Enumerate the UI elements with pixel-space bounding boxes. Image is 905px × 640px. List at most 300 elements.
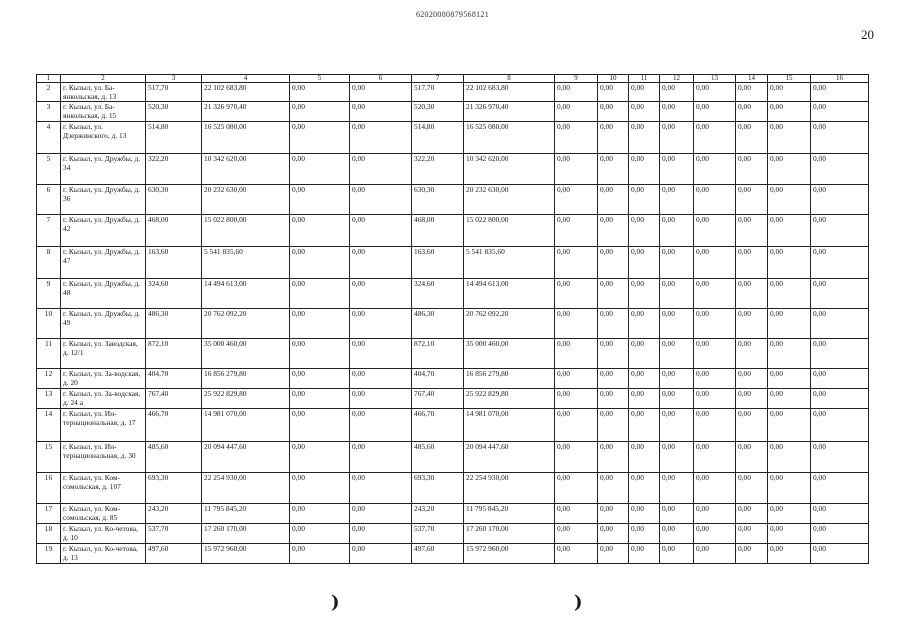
row-number: 9 <box>37 279 61 309</box>
col9-cell: 0,00 <box>555 544 598 564</box>
col6-cell: 0,00 <box>350 473 412 504</box>
row-number: 2 <box>37 83 61 102</box>
col14-cell: 0,00 <box>736 215 768 247</box>
col14-cell: 0,00 <box>736 185 768 215</box>
area-cell: 243,20 <box>146 504 202 524</box>
col15-cell: 0,00 <box>768 544 811 564</box>
table-row <box>37 544 869 564</box>
area-cell: 468,00 <box>146 215 202 247</box>
area-cell: 520,30 <box>146 102 202 122</box>
col16-cell: 0,00 <box>811 504 869 524</box>
area-2-cell: 466,70 <box>412 409 464 442</box>
col15-cell: 0,00 <box>768 122 811 154</box>
col15-cell: 0,00 <box>768 504 811 524</box>
area-cell: 322,20 <box>146 154 202 185</box>
col13-cell: 0,00 <box>694 215 736 247</box>
table-row <box>37 504 869 524</box>
row-number: 5 <box>37 154 61 185</box>
area-2-cell: 404,70 <box>412 369 464 389</box>
cost-2-cell: 21 326 970,40 <box>464 102 555 122</box>
col12-cell: 0,00 <box>660 524 694 544</box>
col5-cell: 0,00 <box>290 473 350 504</box>
col11-cell: 0,00 <box>629 409 660 442</box>
col9-cell: 0,00 <box>555 279 598 309</box>
col9-cell: 0,00 <box>555 473 598 504</box>
col15-cell: 0,00 <box>768 154 811 185</box>
col16-cell: 0,00 <box>811 215 869 247</box>
col15-cell: 0,00 <box>768 102 811 122</box>
area-2-cell: 324,60 <box>412 279 464 309</box>
row-number: 4 <box>37 122 61 154</box>
col5-cell: 0,00 <box>290 247 350 279</box>
col14-cell: 0,00 <box>736 524 768 544</box>
col10-cell: 0,00 <box>598 279 629 309</box>
cost-2-cell: 14 981 070,00 <box>464 409 555 442</box>
table-row <box>37 247 869 279</box>
col13-cell: 0,00 <box>694 504 736 524</box>
col16-cell: 0,00 <box>811 389 869 409</box>
col5-cell: 0,00 <box>290 185 350 215</box>
column-number: 15 <box>768 75 811 83</box>
address-cell: г. Кызыл, ул. Дружбы, д. 34 <box>61 154 146 185</box>
col10-cell: 0,00 <box>598 369 629 389</box>
col14-cell: 0,00 <box>736 279 768 309</box>
cost-cell: 16 525 080,00 <box>202 122 290 154</box>
cost-2-cell: 10 342 620,00 <box>464 154 555 185</box>
col11-cell: 0,00 <box>629 185 660 215</box>
col11-cell: 0,00 <box>629 247 660 279</box>
area-cell: 693,30 <box>146 473 202 504</box>
row-number: 14 <box>37 409 61 442</box>
col5-cell: 0,00 <box>290 122 350 154</box>
area-2-cell: 520,30 <box>412 102 464 122</box>
col14-cell: 0,00 <box>736 154 768 185</box>
col11-cell: 0,00 <box>629 154 660 185</box>
cost-cell: 20 094 447,60 <box>202 442 290 473</box>
col12-cell: 0,00 <box>660 154 694 185</box>
address-cell: г. Кызыл, ул. Ин-тернациональная, д. 30 <box>61 442 146 473</box>
col16-cell: 0,00 <box>811 102 869 122</box>
area-2-cell: 514,80 <box>412 122 464 154</box>
table-row <box>37 473 869 504</box>
col13-cell: 0,00 <box>694 369 736 389</box>
bottom-mark-right: ) <box>574 592 583 613</box>
cost-2-cell: 14 494 613,00 <box>464 279 555 309</box>
col6-cell: 0,00 <box>350 83 412 102</box>
col11-cell: 0,00 <box>629 442 660 473</box>
col11-cell: 0,00 <box>629 369 660 389</box>
address-cell: г. Кызыл, ул. Ком-сомольская, д. 107 <box>61 473 146 504</box>
col6-cell: 0,00 <box>350 369 412 389</box>
col6-cell: 0,00 <box>350 279 412 309</box>
col13-cell: 0,00 <box>694 339 736 369</box>
col10-cell: 0,00 <box>598 185 629 215</box>
col5-cell: 0,00 <box>290 309 350 339</box>
area-2-cell: 630,30 <box>412 185 464 215</box>
address-cell: г. Кызыл, ул. Ко-четова, д. 10 <box>61 524 146 544</box>
col16-cell: 0,00 <box>811 442 869 473</box>
col15-cell: 0,00 <box>768 309 811 339</box>
col13-cell: 0,00 <box>694 122 736 154</box>
address-cell: г. Кызыл, ул. Ба-янкольская, д. 13 <box>61 83 146 102</box>
col12-cell: 0,00 <box>660 185 694 215</box>
row-number: 7 <box>37 215 61 247</box>
col10-cell: 0,00 <box>598 544 629 564</box>
area-2-cell: 872,10 <box>412 339 464 369</box>
col10-cell: 0,00 <box>598 309 629 339</box>
table-row <box>37 524 869 544</box>
col15-cell: 0,00 <box>768 473 811 504</box>
col9-cell: 0,00 <box>555 369 598 389</box>
cost-cell: 22 102 683,80 <box>202 83 290 102</box>
col12-cell: 0,00 <box>660 473 694 504</box>
col10-cell: 0,00 <box>598 102 629 122</box>
cost-2-cell: 11 795 845,20 <box>464 504 555 524</box>
col10-cell: 0,00 <box>598 247 629 279</box>
col13-cell: 0,00 <box>694 524 736 544</box>
col5-cell: 0,00 <box>290 504 350 524</box>
cost-cell: 35 000 460,00 <box>202 339 290 369</box>
col12-cell: 0,00 <box>660 544 694 564</box>
area-cell: 485,60 <box>146 442 202 473</box>
col15-cell: 0,00 <box>768 389 811 409</box>
col16-cell: 0,00 <box>811 409 869 442</box>
cost-cell: 17 260 170,00 <box>202 524 290 544</box>
col14-cell: 0,00 <box>736 83 768 102</box>
col13-cell: 0,00 <box>694 473 736 504</box>
col14-cell: 0,00 <box>736 369 768 389</box>
column-number: 2 <box>61 75 146 83</box>
row-number: 6 <box>37 185 61 215</box>
col16-cell: 0,00 <box>811 185 869 215</box>
area-2-cell: 537,70 <box>412 524 464 544</box>
col5-cell: 0,00 <box>290 83 350 102</box>
col12-cell: 0,00 <box>660 122 694 154</box>
address-cell: г. Кызыл, ул. За-водская, д. 20 <box>61 369 146 389</box>
table-row <box>37 279 869 309</box>
col10-cell: 0,00 <box>598 504 629 524</box>
area-2-cell: 322,20 <box>412 154 464 185</box>
row-number: 19 <box>37 544 61 564</box>
col12-cell: 0,00 <box>660 389 694 409</box>
col6-cell: 0,00 <box>350 544 412 564</box>
col9-cell: 0,00 <box>555 504 598 524</box>
col10-cell: 0,00 <box>598 83 629 102</box>
table-row <box>37 122 869 154</box>
col10-cell: 0,00 <box>598 154 629 185</box>
col6-cell: 0,00 <box>350 389 412 409</box>
col5-cell: 0,00 <box>290 279 350 309</box>
col9-cell: 0,00 <box>555 215 598 247</box>
col15-cell: 0,00 <box>768 409 811 442</box>
col10-cell: 0,00 <box>598 524 629 544</box>
row-number: 11 <box>37 339 61 369</box>
cost-cell: 5 541 835,60 <box>202 247 290 279</box>
col12-cell: 0,00 <box>660 83 694 102</box>
col11-cell: 0,00 <box>629 83 660 102</box>
column-number: 11 <box>629 75 660 83</box>
area-cell: 514,80 <box>146 122 202 154</box>
row-number: 12 <box>37 369 61 389</box>
area-cell: 517,70 <box>146 83 202 102</box>
column-number: 5 <box>290 75 350 83</box>
col13-cell: 0,00 <box>694 442 736 473</box>
document-code: 62020080879568121 <box>415 10 490 19</box>
col11-cell: 0,00 <box>629 309 660 339</box>
area-cell: 497,60 <box>146 544 202 564</box>
col12-cell: 0,00 <box>660 102 694 122</box>
col10-cell: 0,00 <box>598 339 629 369</box>
col16-cell: 0,00 <box>811 309 869 339</box>
col12-cell: 0,00 <box>660 247 694 279</box>
table-row <box>37 339 869 369</box>
col11-cell: 0,00 <box>629 279 660 309</box>
col14-cell: 0,00 <box>736 247 768 279</box>
row-number: 17 <box>37 504 61 524</box>
col11-cell: 0,00 <box>629 544 660 564</box>
row-number: 15 <box>37 442 61 473</box>
col6-cell: 0,00 <box>350 339 412 369</box>
column-number: 12 <box>660 75 694 83</box>
col10-cell: 0,00 <box>598 122 629 154</box>
col11-cell: 0,00 <box>629 473 660 504</box>
col12-cell: 0,00 <box>660 215 694 247</box>
row-number: 16 <box>37 473 61 504</box>
col14-cell: 0,00 <box>736 442 768 473</box>
cost-2-cell: 17 260 170,00 <box>464 524 555 544</box>
column-number: 10 <box>598 75 629 83</box>
col5-cell: 0,00 <box>290 389 350 409</box>
col12-cell: 0,00 <box>660 309 694 339</box>
table-row <box>37 369 869 389</box>
col5-cell: 0,00 <box>290 544 350 564</box>
column-number: 9 <box>555 75 598 83</box>
col9-cell: 0,00 <box>555 409 598 442</box>
col11-cell: 0,00 <box>629 389 660 409</box>
cost-2-cell: 16 525 080,00 <box>464 122 555 154</box>
col13-cell: 0,00 <box>694 544 736 564</box>
cost-cell: 10 342 620,00 <box>202 154 290 185</box>
address-cell: г. Кызыл, ул. Дружбы, д. 47 <box>61 247 146 279</box>
cost-2-cell: 16 856 279,80 <box>464 369 555 389</box>
area-2-cell: 243,20 <box>412 504 464 524</box>
col6-cell: 0,00 <box>350 185 412 215</box>
col11-cell: 0,00 <box>629 524 660 544</box>
col15-cell: 0,00 <box>768 279 811 309</box>
col15-cell: 0,00 <box>768 83 811 102</box>
col9-cell: 0,00 <box>555 154 598 185</box>
col13-cell: 0,00 <box>694 389 736 409</box>
column-number: 3 <box>146 75 202 83</box>
col14-cell: 0,00 <box>736 122 768 154</box>
col6-cell: 0,00 <box>350 102 412 122</box>
area-2-cell: 486,30 <box>412 309 464 339</box>
col16-cell: 0,00 <box>811 473 869 504</box>
col11-cell: 0,00 <box>629 122 660 154</box>
col13-cell: 0,00 <box>694 409 736 442</box>
table-row <box>37 309 869 339</box>
col9-cell: 0,00 <box>555 339 598 369</box>
cost-cell: 15 022 800,00 <box>202 215 290 247</box>
col6-cell: 0,00 <box>350 215 412 247</box>
col13-cell: 0,00 <box>694 154 736 185</box>
cost-2-cell: 20 094 447,60 <box>464 442 555 473</box>
cost-2-cell: 22 254 930,00 <box>464 473 555 504</box>
col16-cell: 0,00 <box>811 154 869 185</box>
col12-cell: 0,00 <box>660 369 694 389</box>
column-number: 7 <box>412 75 464 83</box>
col9-cell: 0,00 <box>555 389 598 409</box>
cost-2-cell: 15 022 800,00 <box>464 215 555 247</box>
table-row <box>37 442 869 473</box>
col16-cell: 0,00 <box>811 122 869 154</box>
col5-cell: 0,00 <box>290 102 350 122</box>
col16-cell: 0,00 <box>811 524 869 544</box>
column-number: 14 <box>736 75 768 83</box>
col5-cell: 0,00 <box>290 524 350 544</box>
col14-cell: 0,00 <box>736 409 768 442</box>
cost-cell: 11 795 845,20 <box>202 504 290 524</box>
col6-cell: 0,00 <box>350 309 412 339</box>
cost-cell: 25 922 829,80 <box>202 389 290 409</box>
col11-cell: 0,00 <box>629 102 660 122</box>
address-cell: г. Кызыл, ул. Дружбы, д. 36 <box>61 185 146 215</box>
col6-cell: 0,00 <box>350 442 412 473</box>
address-cell: г. Кызыл, ул. Дружбы, д. 48 <box>61 279 146 309</box>
row-number: 18 <box>37 524 61 544</box>
col15-cell: 0,00 <box>768 524 811 544</box>
col6-cell: 0,00 <box>350 247 412 279</box>
col14-cell: 0,00 <box>736 102 768 122</box>
col14-cell: 0,00 <box>736 339 768 369</box>
col11-cell: 0,00 <box>629 504 660 524</box>
col14-cell: 0,00 <box>736 473 768 504</box>
col9-cell: 0,00 <box>555 102 598 122</box>
col10-cell: 0,00 <box>598 389 629 409</box>
col9-cell: 0,00 <box>555 185 598 215</box>
cost-cell: 14 981 070,00 <box>202 409 290 442</box>
col9-cell: 0,00 <box>555 83 598 102</box>
col16-cell: 0,00 <box>811 369 869 389</box>
col13-cell: 0,00 <box>694 102 736 122</box>
area-cell: 767,40 <box>146 389 202 409</box>
col16-cell: 0,00 <box>811 339 869 369</box>
col6-cell: 0,00 <box>350 154 412 185</box>
col14-cell: 0,00 <box>736 544 768 564</box>
col15-cell: 0,00 <box>768 247 811 279</box>
col5-cell: 0,00 <box>290 409 350 442</box>
area-2-cell: 497,60 <box>412 544 464 564</box>
table-row <box>37 409 869 442</box>
col6-cell: 0,00 <box>350 524 412 544</box>
column-number: 8 <box>464 75 555 83</box>
area-2-cell: 767,40 <box>412 389 464 409</box>
cost-cell: 21 326 970,40 <box>202 102 290 122</box>
area-2-cell: 517,70 <box>412 83 464 102</box>
column-number: 1 <box>37 75 61 83</box>
col11-cell: 0,00 <box>629 339 660 369</box>
col16-cell: 0,00 <box>811 247 869 279</box>
cost-cell: 16 856 279,80 <box>202 369 290 389</box>
col15-cell: 0,00 <box>768 185 811 215</box>
address-cell: г. Кызыл, ул. Ин-тернациональная, д. 17 <box>61 409 146 442</box>
address-cell: г. Кызыл, ул. Дзержинского, д. 13 <box>61 122 146 154</box>
address-cell: г. Кызыл, ул. Дружбы, д. 42 <box>61 215 146 247</box>
col11-cell: 0,00 <box>629 215 660 247</box>
col15-cell: 0,00 <box>768 369 811 389</box>
address-cell: г. Кызыл, ул. Ком-сомольская, д. 85 <box>61 504 146 524</box>
col5-cell: 0,00 <box>290 442 350 473</box>
page-number: 20 <box>861 27 874 42</box>
address-cell: г. Кызыл, ул. Ко-четова, д. 13 <box>61 544 146 564</box>
area-cell: 404,70 <box>146 369 202 389</box>
col14-cell: 0,00 <box>736 309 768 339</box>
col9-cell: 0,00 <box>555 442 598 473</box>
col9-cell: 0,00 <box>555 309 598 339</box>
col12-cell: 0,00 <box>660 409 694 442</box>
table-row <box>37 389 869 409</box>
col5-cell: 0,00 <box>290 369 350 389</box>
col9-cell: 0,00 <box>555 122 598 154</box>
col16-cell: 0,00 <box>811 83 869 102</box>
column-number-row <box>37 75 869 83</box>
table-row <box>37 102 869 122</box>
col15-cell: 0,00 <box>768 442 811 473</box>
col6-cell: 0,00 <box>350 409 412 442</box>
col9-cell: 0,00 <box>555 524 598 544</box>
col5-cell: 0,00 <box>290 154 350 185</box>
cost-cell: 22 254 930,00 <box>202 473 290 504</box>
register-table <box>36 74 869 564</box>
cost-cell: 20 762 092,20 <box>202 309 290 339</box>
cost-2-cell: 35 000 460,00 <box>464 339 555 369</box>
cost-2-cell: 15 972 960,00 <box>464 544 555 564</box>
cost-2-cell: 25 922 829,80 <box>464 389 555 409</box>
area-cell: 486,30 <box>146 309 202 339</box>
area-cell: 630,30 <box>146 185 202 215</box>
col10-cell: 0,00 <box>598 409 629 442</box>
cost-cell: 20 232 630,00 <box>202 185 290 215</box>
col13-cell: 0,00 <box>694 309 736 339</box>
row-number: 8 <box>37 247 61 279</box>
area-cell: 324,60 <box>146 279 202 309</box>
col15-cell: 0,00 <box>768 215 811 247</box>
address-cell: г. Кызыл, ул. Ба-янкольская, д. 15 <box>61 102 146 122</box>
col5-cell: 0,00 <box>290 339 350 369</box>
col12-cell: 0,00 <box>660 279 694 309</box>
area-cell: 466,70 <box>146 409 202 442</box>
address-cell: г. Кызыл, ул. За-водская, д. 24 а <box>61 389 146 409</box>
col6-cell: 0,00 <box>350 504 412 524</box>
cost-2-cell: 20 762 092,20 <box>464 309 555 339</box>
col13-cell: 0,00 <box>694 279 736 309</box>
col12-cell: 0,00 <box>660 442 694 473</box>
table-row <box>37 154 869 185</box>
col10-cell: 0,00 <box>598 215 629 247</box>
col13-cell: 0,00 <box>694 247 736 279</box>
cost-2-cell: 20 232 630,00 <box>464 185 555 215</box>
col9-cell: 0,00 <box>555 247 598 279</box>
area-2-cell: 693,30 <box>412 473 464 504</box>
col5-cell: 0,00 <box>290 215 350 247</box>
cost-2-cell: 22 102 683,80 <box>464 83 555 102</box>
area-cell: 537,70 <box>146 524 202 544</box>
table-row <box>37 215 869 247</box>
area-cell: 872,10 <box>146 339 202 369</box>
address-cell: г. Кызыл, ул. Дружбы, д. 49 <box>61 309 146 339</box>
col12-cell: 0,00 <box>660 504 694 524</box>
col12-cell: 0,00 <box>660 339 694 369</box>
